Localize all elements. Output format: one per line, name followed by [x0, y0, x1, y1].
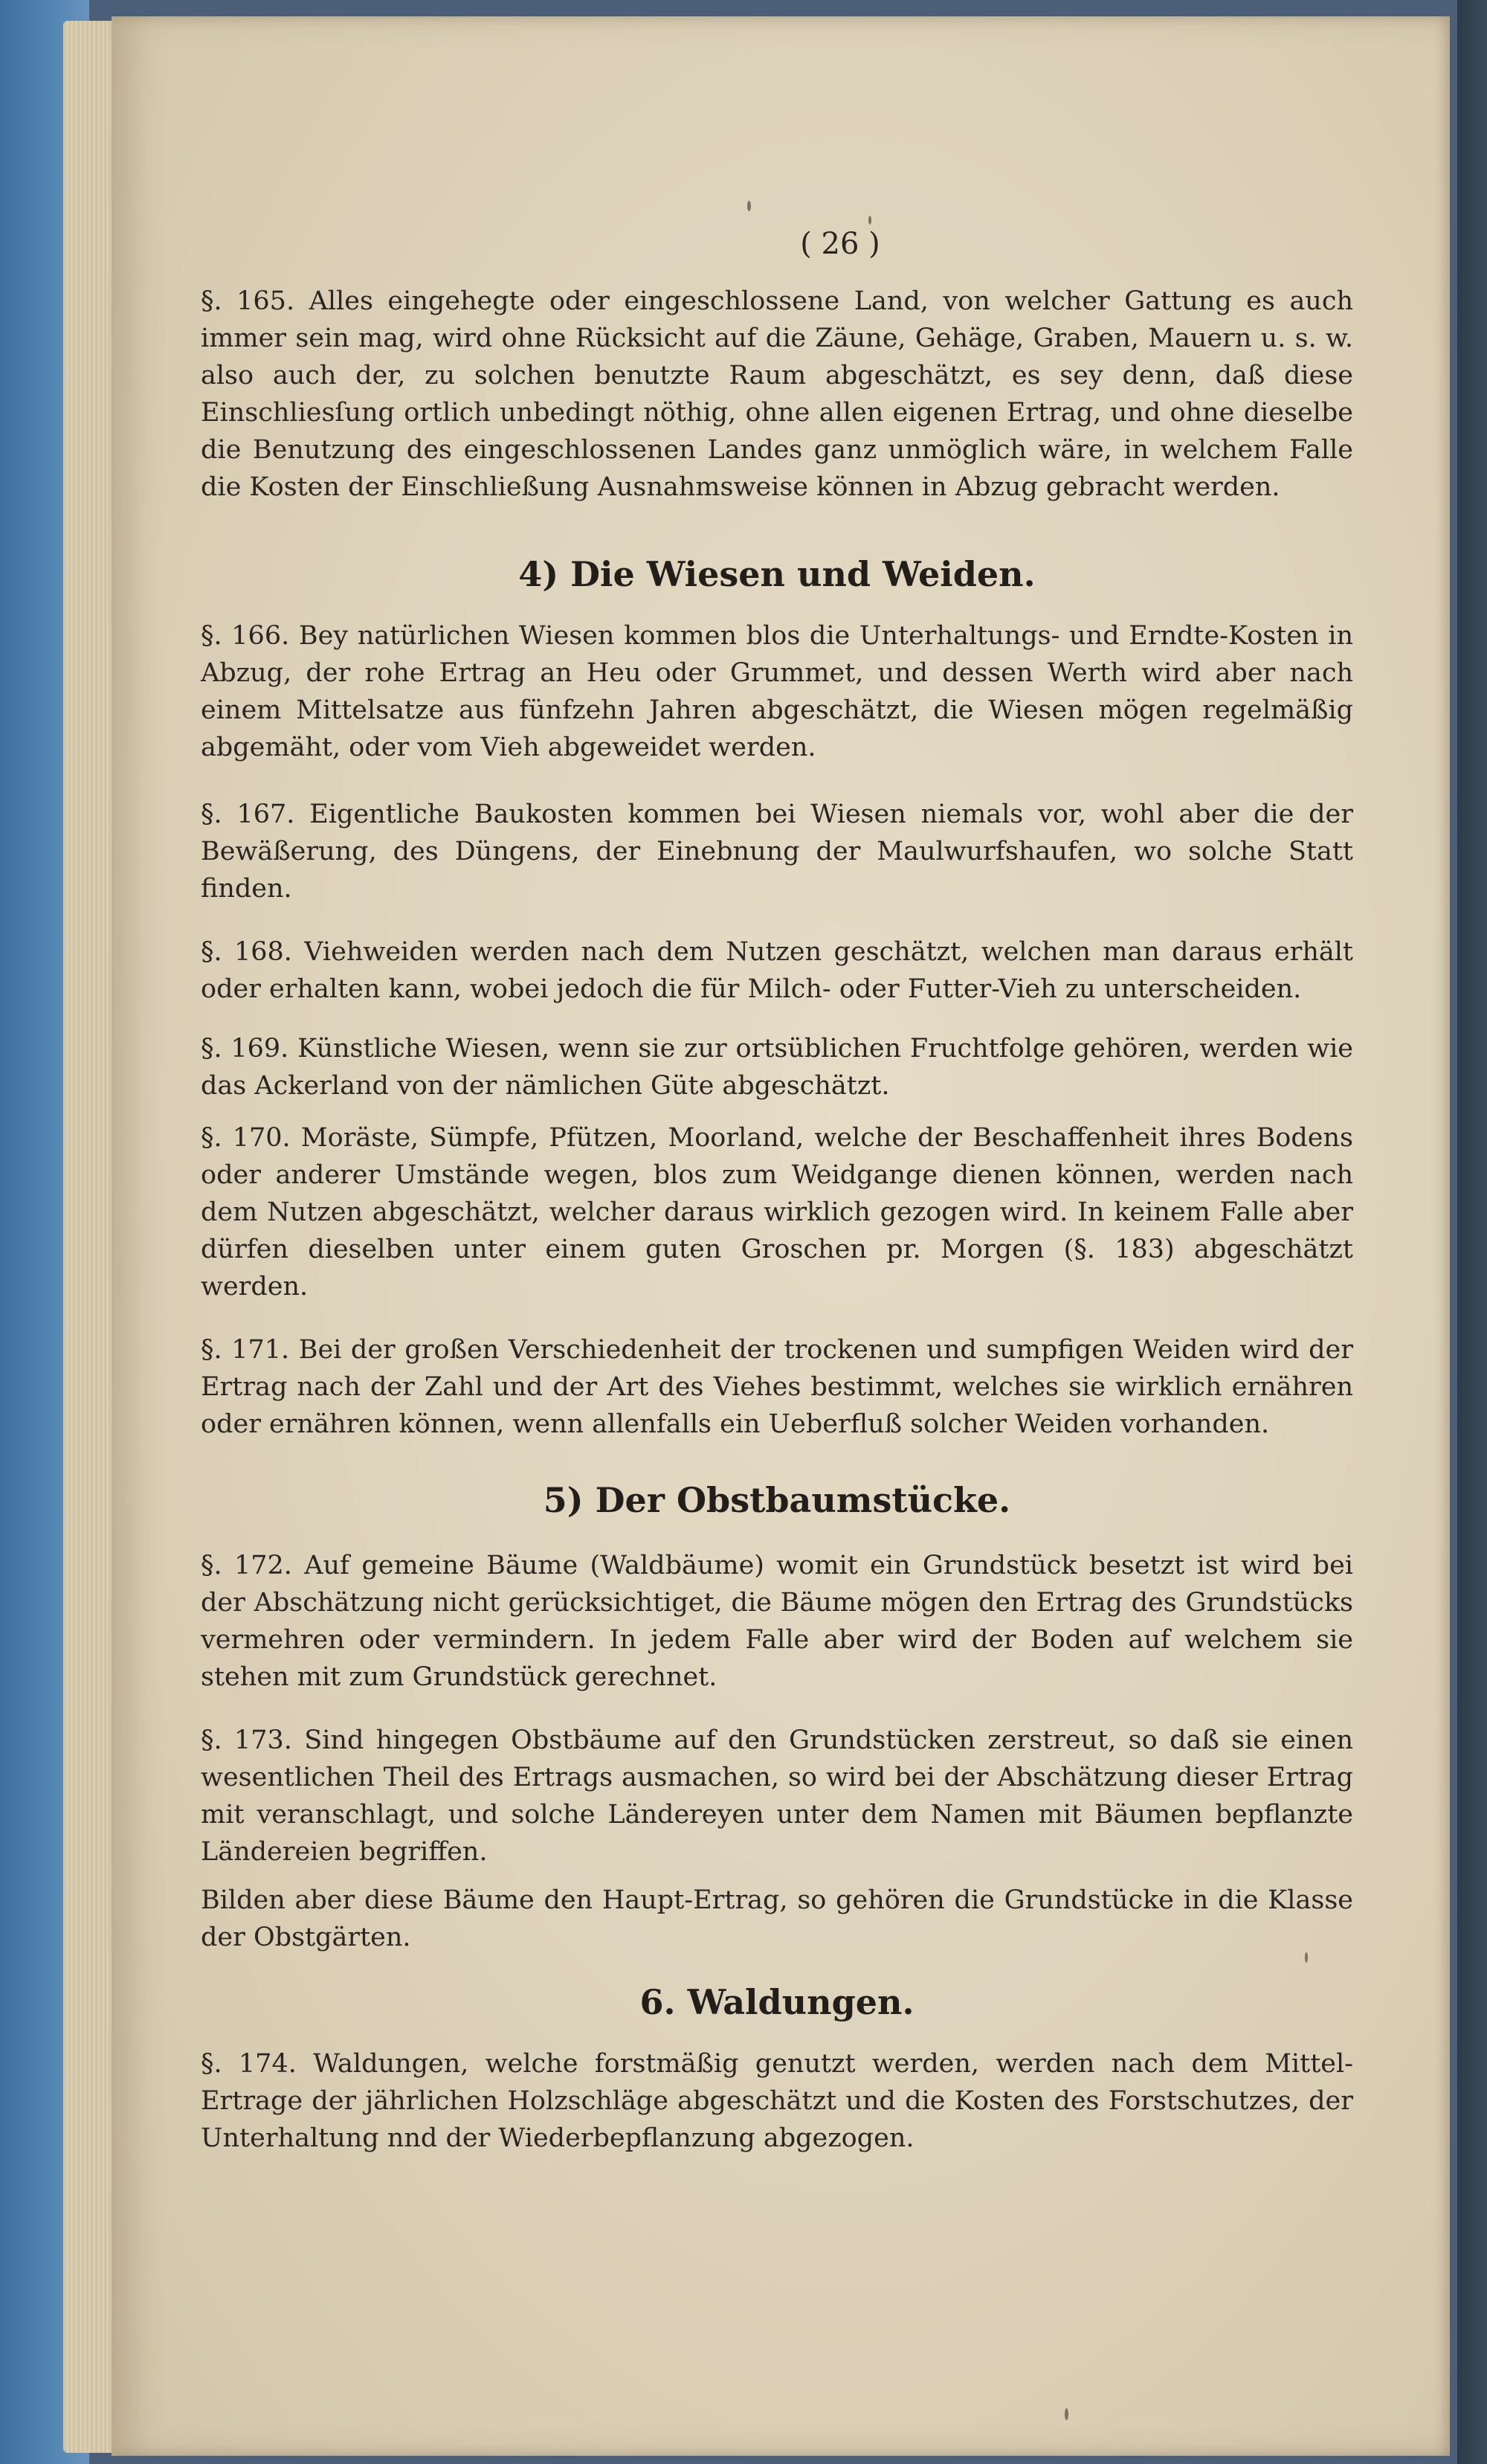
paragraph-text: §. 167. Eigentliche Baukosten kommen bei Wiesen niemals vor, wohl aber die der Bewäßerung, des Düngens, der Einebnung der Maulwurfshaufen, wo solche Statt finden. [201, 800, 1353, 904]
paragraph-167 [201, 796, 1353, 907]
paragraph-text: §. 165. Alles eingehegte oder eingeschlossene Land, von welcher Gattung es auch immer sein mag, wird ohne Rücksicht auf die Zäune, Gehäge, Graben, Mauern u. s. w. also auch der, zu solchen benutzte Raum abgeschätzt, es sey denn, daß diese Einschliesſung ortlich unbedingt nöthig, ohne allen eigenen Ertrag, und ohne dieselbe die Benutzung des eingeschlossenen Landes ganz unmöglich wäre, in welchem Falle die Kosten der Einschließung Ausnahmsweise können in Abzug gebracht werden. [201, 286, 1353, 502]
page-number: ( 26 ) [800, 227, 880, 261]
paragraph-text: §. 171. Bei der großen Verschiedenheit der trockenen und sumpfigen Weiden wird der Ertrag nach der Zahl und der Art des Viehes bestimmt, welches sie wirklich ernähren oder ernähren können, wenn allenfalls ein Ueberfluß solcher Weiden vorhanden. [201, 1335, 1353, 1439]
paragraph-text: §. 174. Waldungen, welche forstmäßig genutzt werden, werden nach dem Mittel-Ertrage der jährlichen Holzschläge abgeschätzt und die Kosten des Forstschutzes, der Unterhaltung nnd der Wiederbepflanzung abgezogen. [201, 2049, 1353, 2153]
section-heading-6: 6. Waldungen. [639, 1982, 915, 2022]
paper-fleck [868, 216, 871, 225]
paragraph-169 [201, 1030, 1353, 1104]
book-board-edge [1457, 0, 1487, 2464]
paragraph-173b [201, 1882, 1353, 1956]
paper-fleck [1305, 1952, 1308, 1963]
paragraph-171 [201, 1331, 1353, 1443]
paragraph-173 [201, 1722, 1353, 1870]
paragraph-text: Bilden aber diese Bäume den Haupt-Ertrag, so gehören die Grundstücke in die Klasse der Obstgärten. [201, 1885, 1353, 1952]
paragraph-166 [201, 617, 1353, 766]
paper-fleck [1065, 2408, 1068, 2420]
paragraph-168 [201, 933, 1353, 1008]
paragraph-text: §. 166. Bey natürlichen Wiesen kommen blos die Unterhaltungs- und Erndte-Kosten in Abzug, der rohe Ertrag an Heu oder Grummet, und dessen Werth wird aber nach einem Mittelsatze aus fünfzehn Jahren abgeschätzt, die Wiesen mögen regelmäßig abgemäht, oder vom Vieh abgeweidet werden. [201, 621, 1353, 762]
paragraph-text: §. 168. Viehweiden werden nach dem Nutzen geschätzt, welchen man daraus erhält oder erhalten kann, wobei jedoch die für Milch- oder Futter-Vieh zu unterscheiden. [201, 937, 1353, 1004]
paper-fleck [747, 201, 751, 211]
paragraph-165 [201, 283, 1353, 506]
paragraph-text: §. 169. Künstliche Wiesen, wenn sie zur ortsüblichen Fruchtfolge gehören, werden wie das Ackerland von der nämlichen Güte abgeschätzt. [201, 1034, 1353, 1101]
paragraph-170 [201, 1119, 1353, 1305]
paragraph-174 [201, 2045, 1353, 2157]
paragraph-text: §. 170. Moräste, Sümpfe, Pfützen, Moorland, welche der Beschaffenheit ihres Bodens oder anderer Umstände wegen, blos zum Weidgange dienen können, werden nach dem Nutzen abgeschätzt, welcher daraus wirklich gezogen wird. In keinem Falle aber dürfen dieselben unter einem guten Groschen pr. Morgen (§. 183) abgeschätzt werden. [201, 1123, 1353, 1302]
paragraph-text: §. 173. Sind hingegen Obstbäume auf den Grundstücken zerstreut, so daß sie einen wesentlichen Theil des Ertrags ausmachen, so wird bei der Abschätzung dieser Ertrag mit veranschlagt, und solche Ländereyen unter dem Namen mit Bäumen bepflanzte Ländereien begriffen. [201, 1725, 1353, 1867]
paragraph-172 [201, 1547, 1353, 1696]
paragraph-text: §. 172. Auf gemeine Bäume (Waldbäume) womit ein Grundstück besetzt ist wird bei der Abschätzung nicht gerücksichtiget, die Bäume mögen den Ertrag des Grundstücks vermehren oder vermindern. In jedem Falle aber wird der Boden auf welchem sie stehen mit zum Grundstück gerechnet. [201, 1551, 1353, 1692]
section-heading-4: 4) Die Wiesen und Weiden. [518, 554, 1036, 594]
section-heading-5: 5) Der Obstbaumstücke. [543, 1480, 1011, 1520]
